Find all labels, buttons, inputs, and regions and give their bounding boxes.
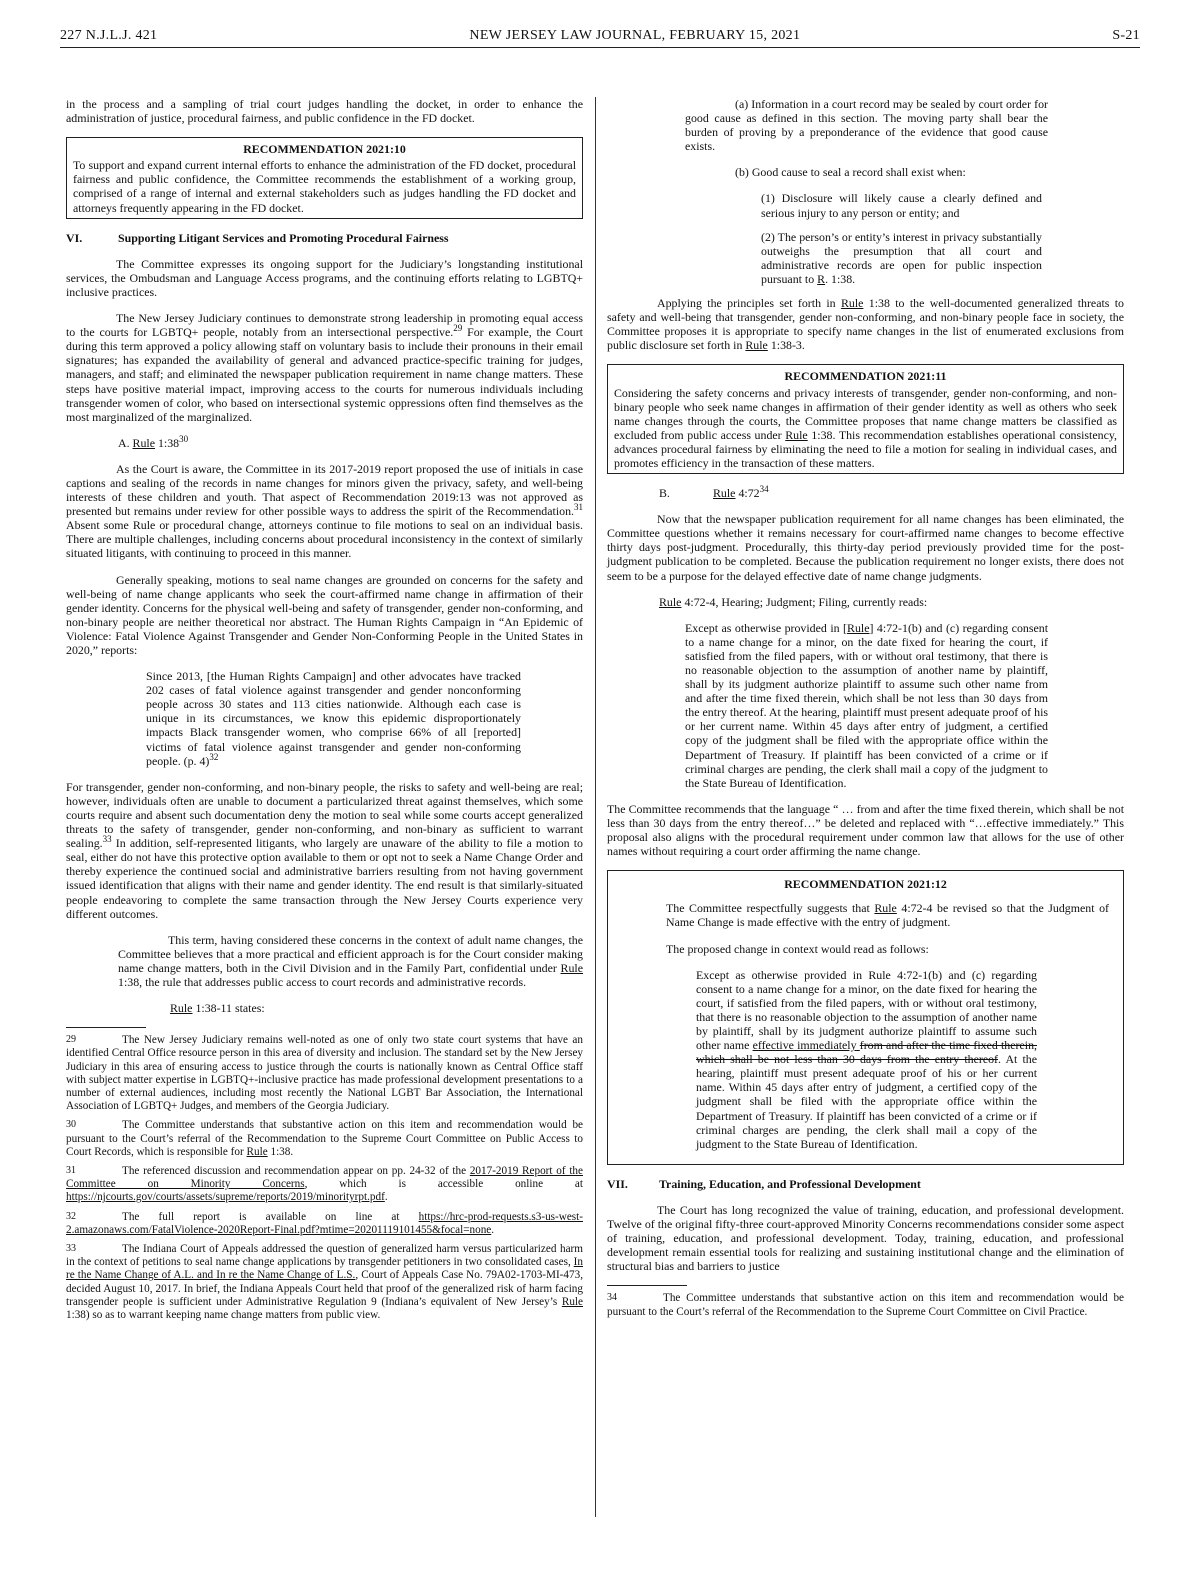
section-number: VI. xyxy=(66,230,83,245)
footnote-separator xyxy=(607,1285,687,1286)
paragraph: Applying the principles set forth in Rule 1:38 to the well-documented generalized threats to safety and well-being that transgender, gender non-conforming, and non-binary people face in society, the Committee proposes it is appropriate to specify name changes in the list of enumerated exclusions from public disclosure set forth in Rule 1:38-3. xyxy=(607,296,1124,353)
recommendation-2021-11-box xyxy=(607,364,1124,474)
recommendation-title: RECOMMENDATION 2021:11 xyxy=(784,369,947,384)
right-column xyxy=(607,97,1124,1325)
footnote-separator xyxy=(66,1027,146,1028)
paragraph: As the Court is aware, the Committee in its 2017-2019 report proposed the use of initials in case captions and sealing of the records in name changes for minors given the privacy, safety, and well-being interests of these children and youth. That aspect of Recommendation 2019:13 was not approved as presented but remains under review for other possible ways to address the spirit of the Recommendation.$^{31}$ Absent some Rule or procedural change, attorneys continue to file motions to seal on an individual basis. There are multiple challenges, including concerns about procedural inconsistency in the context of similarly situated litigants, with continuing to proceed in this manner. xyxy=(66,461,583,561)
footnote-ref[interactable]: 34 xyxy=(759,484,769,495)
rule-text-b: (b) Good cause to seal a record shall exist when: xyxy=(735,165,966,180)
paragraph: The Committee recommends that the language “ … from and after the time fixed therein, which shall be not less than 30 days from the entry thereof…” be deleted and replaced with “…effective immediately.” This proposal also aligns with the procedural requirement under common law that allows for the use of other names without requiring a court order affirming the name change. xyxy=(607,801,1124,859)
footnote-29: 29 The New Jersey Judiciary remains well-noted as one of only two state court systems that have an identified Central Office resource person in this area of diversity and inclusion. The standard set by the New Jersey Judiciary in this area of ensuring access to justice through the courts is nationally known as Central Office staff with subject matter expertise in LGBTQ+-inclusive practice has made professional development presentations to a number of external audiences, including most recently the National LGBT Bar Association, the International Association of LGBTQ+ Judges, and members of the Georgia Judiciary. xyxy=(66,1034,583,1113)
paragraph: Generally speaking, motions to seal name changes are grounded on concerns for the safety and well-being of name change applicants who seek the court-affirmed name change in affirmation of their gender identity. Concerns for the physical well-being and safety of transgender, gender non-conforming, and non-binary people are neither theoretical nor abstract. The Human Rights Campaign in “An Epidemic of Violence: Fatal Violence Against Transgender and Gender Non-Conforming People in the United States in 2020,” reports: xyxy=(66,572,583,657)
paragraph: This term, having considered these concerns in the context of adult name changes, the Committee believes that a more practical and efficient approach is for the Court consider making name change matters, both in the Civil Division and in the Family Part, confidential under Rule 1:38, the rule that addresses public access to court records and administrative records. xyxy=(118,932,583,989)
section-title: Supporting Litigant Services and Promoting Procedural Fairness xyxy=(118,230,449,245)
recommendation-title: RECOMMENDATION 2021:10 xyxy=(243,142,406,157)
footnote-ref[interactable]: 33 xyxy=(102,834,112,845)
footnote-30: 30 The Committee understands that substantive action on this item and recommendation would be pursuant to the Court’s referral of the Recommendation to the Supreme Court Committee on Public Access to Court Records, which is responsible for Rule 1:38. xyxy=(66,1119,583,1158)
footnote-ref[interactable]: 29 xyxy=(453,323,463,334)
recommendation-text: The proposed change in context would read as follows: xyxy=(666,941,929,956)
left-column xyxy=(66,97,583,1328)
recommendation-2021-10-box xyxy=(66,137,583,218)
footnote-ref[interactable]: 30 xyxy=(179,433,189,444)
paragraph: Now that the newspaper publication requirement for all name changes has been eliminated, the Committee questions whether it remains necessary for court-affirmed name changes to become effective thirty days post-judgment. Procedurally, this thirty-day period previously provided time for the post-judgment publication to be completed. Because the publication requirement no longer exists, there does not seem to be a purpose for the delayed effective date of name change judgments. xyxy=(607,512,1124,583)
recommendation-text: To support and expand current internal efforts to enhance the administration of the FD docket, procedural fairness and public confidence, the Committee recommends the establishment of a working group, comprised of a range of internal and external stakeholders such as judges handling the FD docket and attorneys frequently appearing in the FD docket. xyxy=(73,158,576,215)
page-header xyxy=(60,20,1140,48)
footnote-32: 32 The full report is available on line at https://hrc-prod-requests.s3-us-west-2.amazonaws.com/FatalViolence-2020Report-Final.pdf?mtime=20201119101455&focal=none. xyxy=(66,1210,583,1236)
report-link[interactable]: 2017-2019 Report of the Committee on Minority Concerns xyxy=(66,1164,583,1191)
rule-quote: Except as otherwise provided in [Rule] 4:72-1(b) and (c) regarding consent to a name change for a minor, on the date fixed for hearing the court, if satisfied from the filed papers, with or without oral testimony, that there is no reasonable objection to the assumption of another name by plaintiff, shall by its judgment authorize plaintiff to assume such other name from and after the time fixed therein, which shall be not less than 30 days from the entry thereof. At the hearing, plaintiff must present adequate proof of his or her current name. Within 45 days after entry of judgment, a certified copy of the judgment shall be filed with the appropriate office within the Department of Treasury. If plaintiff has been convicted of a crime or if criminal charges are pending, the clerk shall mail a copy of the judgment to the State Bureau of Identification. xyxy=(685,620,1048,790)
header-citation: 227 N.J.L.J. 421 xyxy=(60,28,158,43)
footnote-31: 31 The referenced discussion and recommendation appear on pp. 24-32 of the 2017-2019 Report of the Committee on Minority Concerns, which is accessible online at https://njcourts.gov/courts/assets/supreme/reports/2019/minorityrpt.pdf. xyxy=(66,1164,583,1204)
proposed-rule-text: Except as otherwise provided in Rule 4:72-1(b) and (c) regarding consent to a name change for a minor, on the date fixed for hearing the court, if satisfied from the filed papers, with or without oral testimony, that there is no reasonable objection to the assumption of another name by plaintiff, shall by its judgment authorize plaintiff to assume such other name effective immediately from and after the time fixed therein, which shall be not less than 30 days from the entry thereof. At the hearing, plaintiff must present adequate proof of his or her current name. Within 45 days after entry of judgment, a certified copy of the judgment shall be filed with the appropriate office within the Department of Treasury. If plaintiff has been convicted of a crime or if criminal charges are pending, the clerk shall mail a copy of the judgment to the State Bureau of Identification. xyxy=(696,967,1037,1151)
section-heading-vi xyxy=(66,231,583,245)
section-heading-vii xyxy=(607,1177,1124,1191)
footnote-34: 34 The Committee understands that substantive action on this item and recommendation would be pursuant to the Court’s referral of the Recommendation to the Supreme Court Committee on Civil Practice. xyxy=(607,1292,1124,1318)
deleted-text: from and after the time fixed therein, which shall be not less than 30 days from the entry thereof xyxy=(696,1038,1037,1067)
report-url-link[interactable]: https://hrc-prod-requests.s3-us-west-2.amazonaws.com/FatalViolence-2020Report-Final.pdf?mtime=20201119101455&focal=none xyxy=(66,1210,583,1236)
footnote-ref[interactable]: 32 xyxy=(209,751,219,762)
footnote-ref[interactable]: 31 xyxy=(574,502,583,513)
rule-text-b1: (1) Disclosure will likely cause a clearly defined and serious injury to any person or entity; and xyxy=(761,191,1042,220)
paragraph: For transgender, gender non-conforming, and non-binary people, the risks to safety and well-being are real; however, individuals often are unable to document a particularized threat against themselves, which some courts require and absent such documentation deny the motion to seal while some courts accept generalized threats to the safety of transgender, gender non-conforming, and non-binary as sufficient to warrant sealing.$^{33}$ In addition, self-represented litigants, who largely are unaware of the ability to file a motion to seal, either do not have this protective option available to them or opt not to seek a Name Change Order and thereby experience the continued social and administrative barriers resulting from not having government issued identification that aligns with their name and gender identity. The end result is that similarly-situated people endeavoring to complete the same transaction through the New Jersey Courts experience very different outcomes. xyxy=(66,779,583,921)
recommendation-2021-12-box xyxy=(607,870,1124,1165)
block-quote: Since 2013, [the Human Rights Campaign] and other advocates have tracked 202 cases of fatal violence against transgender and gender nonconforming people across 30 states and 113 cities nationwide. Although each case is unique in its circumstances, we know this epidemic disproportionately impacts Black transgender women, who comprise 66% of all [reported] victims of fatal violence against transgender and gender non-conforming people. (p. 4)$^{32}$ xyxy=(146,669,521,768)
header-page-number: S-21 xyxy=(1112,28,1140,43)
recommendation-title: RECOMMENDATION 2021:12 xyxy=(784,877,947,892)
footnote-33: 33 The Indiana Court of Appeals addressed the question of generalized harm versus particularized harm in the context of petitions to seal name change applications by transgender petitioners in two consolidated cases, In re the Name Change of A.L. and In re the Name Change of L.S., Court of Appeals Case No. 79A02-1703-MI-473, decided August 10, 2017. In brief, the Indiana Appeals Court held that proof of the generalized risk of harm facing transgender people is sufficient under Administrative Regulation 9 (Indiana’s equivalent of New Jersey’s Rule 1:38) so as to warrant keeping name change matters from public view. xyxy=(66,1243,583,1322)
subsection-heading-a: A. Rule $1:38^{30}$ xyxy=(118,433,189,450)
paragraph: Rule 1:38-11 states: xyxy=(170,1001,265,1016)
section-number: VII. xyxy=(607,1176,628,1191)
section-title: Training, Education, and Professional Development xyxy=(659,1176,921,1191)
report-url-link[interactable]: https://njcourts.gov/courts/assets/supreme/reports/2019/minorityrpt.pdf xyxy=(66,1191,385,1204)
recommendation-text: The Committee respectfully suggests that Rule 4:72-4 be revised so that the Judgment of Name Change is made effective with the entry of judgment. xyxy=(666,901,1109,930)
inserted-text: effective immediately xyxy=(752,1038,857,1053)
subsection-heading-b: B. Rule $4:72^{34}$ xyxy=(659,484,769,501)
paragraph: The New Jersey Judiciary continues to demonstrate strong leadership in promoting equal access to the courts for LGBTQ+ people, notably from an intersectional perspective.$^{29}$ For example, the Court during this term approved a policy allowing staff on voluntary basis to include their pronouns in their email signatures; has expanded the availability of general and advanced practice-specific training for judges, managers, and staff; and eliminated the newspaper publication requirement in name change matters. These steps have positive material impact, improving access to the courts for numerous individuals including transgender women of color, who based on intersectional systemic oppressions often find themselves as the most marginalized of the marginalized. xyxy=(66,311,583,424)
rule-text-b2: (2) The person’s or entity’s interest in privacy substantially outweighs the presumption that all court and administrative records are open for public inspection pursuant to R. 1:38. xyxy=(761,229,1042,286)
intro-paragraph: in the process and a sampling of trial court judges handling the docket, in order to enhance the administration of justice, procedural fairness, and public confidence in the FD docket. xyxy=(66,97,583,126)
column-divider xyxy=(595,97,596,1517)
header-publication: NEW JERSEY LAW JOURNAL, FEBRUARY 15, 2021 xyxy=(469,28,801,43)
paragraph: The Committee expresses its ongoing support for the Judiciary’s longstanding institutional services, the Ombudsman and Language Access programs, and the continuing efforts relating to LGBTQ+ inclusive practices. xyxy=(66,256,583,299)
paragraph: The Court has long recognized the value of training, education, and professional development. Twelve of the original fifty-three court-approved Minority Concerns recommendations consider some aspect of training, education, and professional development. Today, training, education, and professional development remain essential tools for realizing and sustaining institutional change and the elimination of structural bias and barriers to justice xyxy=(607,1202,1124,1274)
paragraph: Rule 4:72-4, Hearing; Judgment; Filing, currently reads: xyxy=(659,594,928,609)
recommendation-text: Considering the safety concerns and privacy interests of transgender, gender non-conforming, and non-binary people who seek name changes in affirmation of their gender identity as well as others who seek name changes through the courts, the Committee proposes that name change matters be classified as excluded from public access under Rule 1:38. This recommendation establishes operational consistency, advances procedural fairness by eliminating the need to file a motion for sealing in individual cases, and promotes efficiency in the transaction of these matters. xyxy=(614,385,1117,470)
rule-text-a: (a) Information in a court record may be sealed by court order for good cause as defined in this section. The moving party shall bear the burden of proving by a preponderance of the evidence that good cause exists. xyxy=(685,97,1048,154)
